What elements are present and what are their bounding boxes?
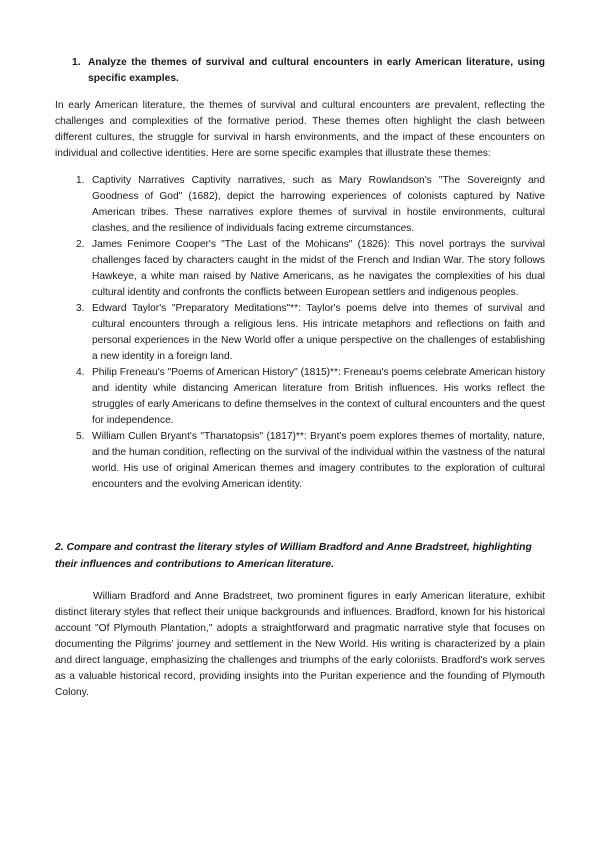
list-item-text: James Fenimore Cooper's "The Last of the Mohicans" (1826): This novel portrays the survival challenges faced by characters caught in the midst of the French and Indian War. The story follows Hawkeye, a white man raised by Native Americans, as he navigates the complexities of his dual cultural identity and confronts the conflicts between European settlers and indigenous peoples. — [92, 239, 545, 298]
section-1-heading-text: Analyze the themes of survival and cultural encounters in early American literature, using specific examples. — [88, 57, 545, 84]
list-item-number: 4. — [76, 367, 85, 378]
section-2-heading: 2. Compare and contrast the literary styles of William Bradford and Anne Bradstreet, highlighting their influences and contributions to American literature. — [55, 542, 532, 570]
list-item-number: 3. — [76, 303, 85, 314]
list-item-text: Philip Freneau's "Poems of American History" (1815)**: Freneau's poems celebrate American history and identity while distancing American literature from British influences. His works reflect the struggles of early Americans to define themselves in the context of cultural encounters and the quest for independence. — [92, 367, 545, 426]
section-1-number: 1. — [72, 57, 81, 68]
list-item-number: 1. — [76, 175, 85, 186]
section-2-body-paragraph: William Bradford and Anne Bradstreet, two prominent figures in early American literature, exhibit distinct literary styles that reflect their unique backgrounds and influences. Bradford, known for his historical account "Of Plymouth Plantation," adopts a straightforward and pragmatic narrative style that focuses on documenting the Pilgrims' journey and settlement in the New World. His writing is characterized by a plain and direct language, emphasizing the challenges and triumphs of the early colonists. Bradford's work serves as a valuable historical record, providing insights into the Puritan experience and the founding of Plymouth Colony. — [55, 591, 545, 698]
list-item-text: Captivity Narratives Captivity narratives, such as Mary Rowlandson's "The Sovereignty and Goodness of God" (1682), depict the harrowing experiences of colonists captured by Native American tribes. These narratives explore themes of survival in hostile environments, cultural clashes, and the resilience of individuals facing extreme circumstances. — [92, 175, 545, 234]
list-item — [55, 429, 545, 493]
section-1-example-list — [55, 173, 545, 493]
section-1-intro-paragraph: In early American literature, the themes of survival and cultural encounters are prevalent, reflecting the challenges and complexities of the formative period. These themes often highlight the clash between different cultures, the struggle for survival in harsh environments, and the impact of these encounters on individual and collective identities. Here are some specific examples that illustrate these themes: — [55, 100, 545, 159]
section-1-heading — [55, 55, 545, 86]
list-item-number: 2. — [76, 239, 85, 250]
list-item — [55, 173, 545, 237]
list-item-number: 5. — [76, 431, 85, 442]
heading-body-spacer — [55, 573, 545, 589]
document-body — [55, 55, 545, 701]
section-spacer — [55, 493, 545, 539]
list-item — [55, 237, 545, 301]
list-item-text: Edward Taylor's "Preparatory Meditations"**: Taylor's poems delve into themes of survival and cultural encounters through a religious lens. His intricate metaphors and reflections on faith and personal experiences in the New World offer a unique perspective on the challenges of establishing a new identity in a foreign land. — [92, 303, 545, 362]
list-item — [55, 365, 545, 429]
list-item — [55, 301, 545, 365]
list-item-text: William Cullen Bryant's "Thanatopsis" (1817)**: Bryant's poem explores themes of mortality, nature, and the human condition, reflecting on the survival of the individual within the vastness of the natural world. His use of original American themes and imagery contributes to the exploration of cultural encounters and the evolving American identity. — [92, 431, 545, 490]
